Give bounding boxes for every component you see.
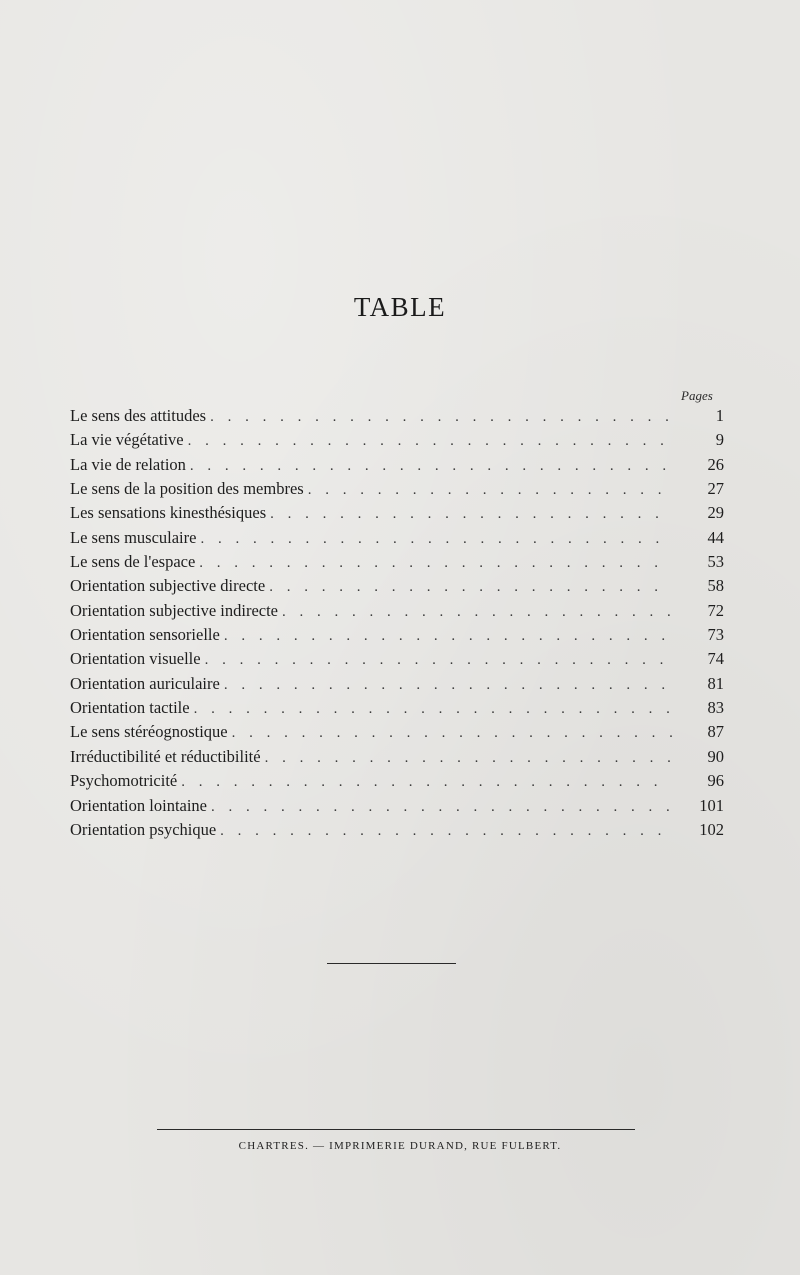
toc-entry-page: 83 [707,698,724,718]
toc-entry-page: 9 [715,430,724,450]
toc-entry-title: Le sens stéréognostique [70,722,228,742]
toc-entry-title: Orientation lointaine [70,795,208,815]
toc-entry-title: Orientation sensorielle [70,625,220,645]
dot-leader [270,502,672,526]
toc-entry [70,769,724,793]
dot-leader [200,527,672,551]
page-title: TABLE [353,292,447,322]
toc-entry [70,794,724,818]
toc-entry-page: 102 [699,819,724,839]
toc-entry-page: 74 [707,649,724,669]
toc-entry-page: 73 [707,625,724,645]
dot-leader [282,600,672,624]
toc-entry-title: La vie de relation [70,454,186,474]
toc-entry-page: 1 [715,406,724,425]
toc-entry [70,720,724,744]
dot-leader [194,697,672,721]
toc-entry-title: Orientation psychique [70,819,217,839]
toc-entry-title: Irréductibilité et réductibilité [70,746,261,766]
dot-leader [220,819,672,843]
toc-entry-title: La vie végétative [70,430,184,450]
toc-entry-page: 101 [699,795,724,815]
toc-entry-page: 81 [707,673,724,693]
toc-entry [70,696,724,720]
dot-leader [269,575,672,599]
toc-entry-title: Orientation subjective indirecte [70,600,279,620]
dot-leader [265,746,672,770]
toc-entry-page: 44 [707,527,724,547]
toc-entry [70,526,724,550]
toc-entry-title: Le sens de la position des membres [70,479,304,499]
toc-entry [70,745,724,769]
toc-entry-page: 58 [707,576,724,596]
footer-rule [157,1129,635,1130]
dot-leader [224,624,672,648]
toc-entry [70,599,724,623]
dot-leader [181,770,672,794]
toc-entry-page: 90 [707,746,724,766]
toc-entry [70,672,724,696]
dot-leader [232,721,672,745]
section-divider [327,963,456,964]
toc-entry-title: Orientation tactile [70,698,190,718]
toc-entry [70,428,724,452]
toc-entry-page: 26 [707,454,724,474]
toc-entry [70,501,724,525]
toc-entry [70,818,724,842]
toc-entry-title: Orientation visuelle [70,649,201,669]
toc-entry [70,550,724,574]
toc-entry-title: Le sens musculaire [70,527,197,547]
toc-entry-title: Les sensations kinesthésiques [70,503,267,523]
toc-entry-page: 72 [707,600,724,620]
dot-leader [210,405,672,429]
dot-leader [211,795,672,819]
dot-leader [224,673,672,697]
dot-leader [190,454,672,478]
dot-leader [188,429,672,453]
dot-leader [205,648,672,672]
toc-entry [70,623,724,647]
toc-entry [70,453,724,477]
toc-entry-title: Le sens des attitudes [70,406,207,425]
toc-entry [70,477,724,501]
dot-leader [308,478,672,502]
dot-leader [199,551,672,575]
toc-entry-page: 29 [707,503,724,523]
toc-entry-page: 96 [707,771,724,791]
printer-imprint: CHARTRES. — IMPRIMERIE DURAND, RUE FULBERT. [238,1140,562,1152]
toc-entry-page: 87 [707,722,724,742]
pages-column-header: Pages [681,388,713,403]
toc-entry-title: Psychomotricité [70,771,178,791]
toc-entry [70,404,724,428]
toc-entry-page: 27 [707,479,724,499]
table-of-contents [70,404,724,842]
toc-entry-page: 53 [707,552,724,572]
toc-entry [70,574,724,598]
toc-entry-title: Orientation subjective directe [70,576,266,596]
toc-entry [70,647,724,671]
toc-entry-title: Le sens de l'espace [70,552,196,572]
toc-entry-title: Orientation auriculaire [70,673,220,693]
